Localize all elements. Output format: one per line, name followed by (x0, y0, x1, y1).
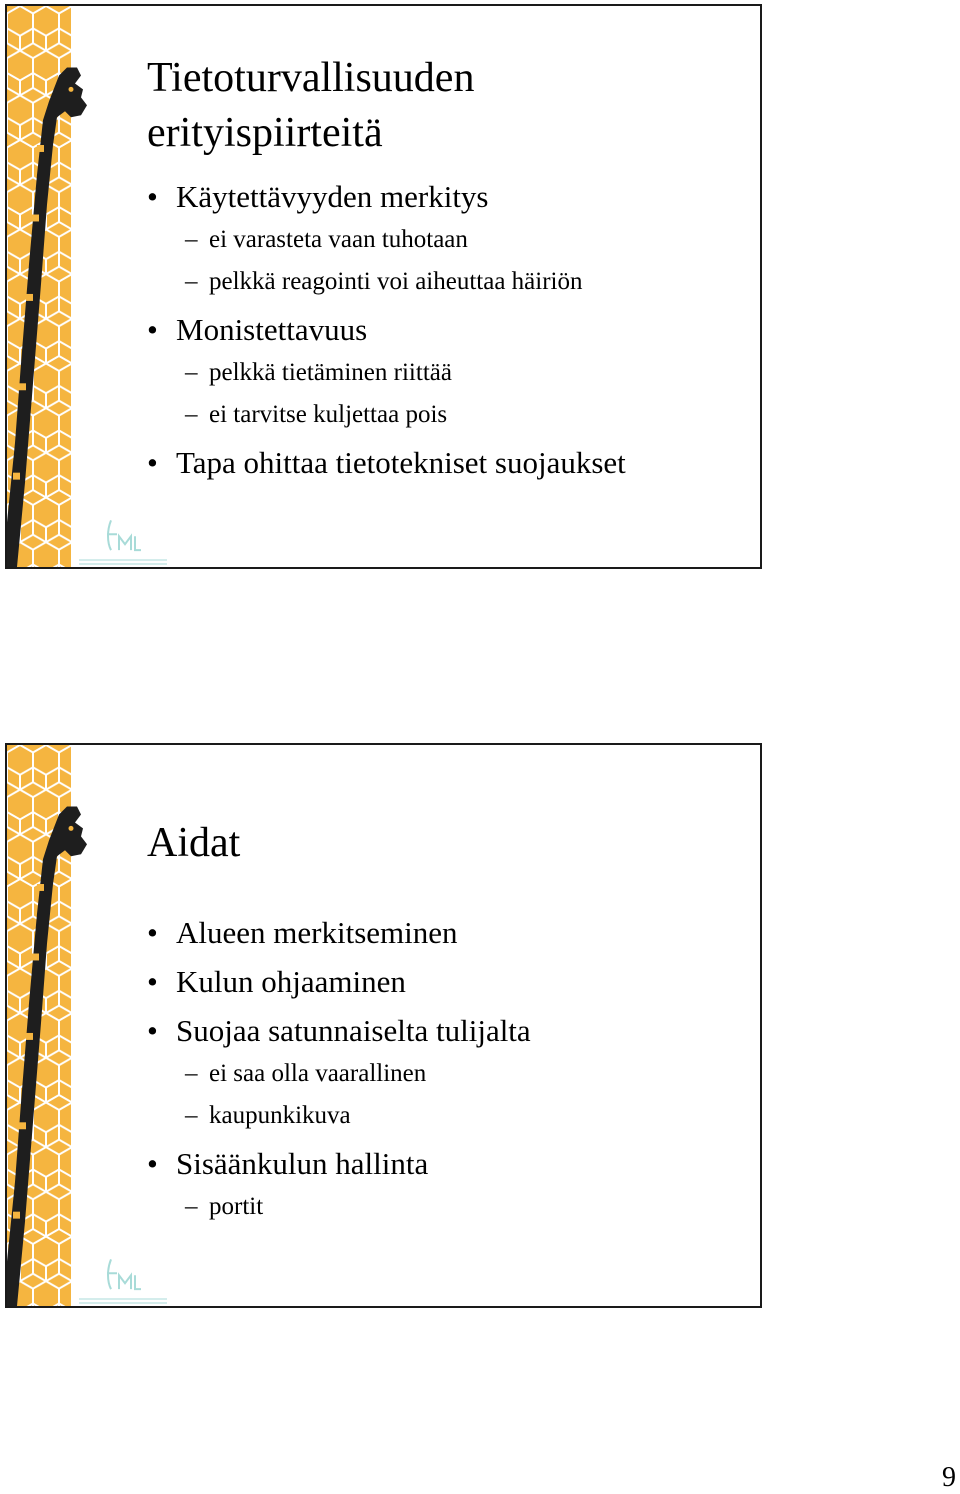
dash-marker: – (185, 1060, 198, 1087)
bullet-item: • Kulun ohjaaminen (147, 960, 531, 1004)
slide-title-line: erityispiirteitä (147, 110, 383, 156)
sub-bullet-item (147, 1053, 531, 1095)
page-number: 9 (942, 1462, 956, 1493)
sub-bullet-text: ei varasteta vaan tuhotaan (209, 226, 468, 253)
sub-bullet-text: ei tarvitse kuljettaa pois (209, 401, 448, 428)
bullet-list (147, 170, 626, 485)
dash-marker: – (185, 1102, 198, 1129)
dash-marker: – (185, 226, 198, 253)
sub-bullet-item (147, 1186, 531, 1228)
bullet-item: • Sisäänkulun hallinta (147, 1142, 531, 1186)
sub-bullet-item (147, 352, 626, 394)
slide-title: Aidat (147, 820, 241, 866)
dash-marker: – (185, 359, 198, 386)
bullet-item: • Alueen merkitseminen (147, 911, 531, 955)
bullet-item: • Suojaa satunnaiselta tulijalta (147, 1009, 531, 1053)
sub-bullet-text: pelkkä tietäminen riittää (209, 359, 452, 386)
dash-marker: – (185, 401, 198, 428)
sub-bullet-text: portit (209, 1193, 264, 1220)
bullet-item: • Tapa ohittaa tietotekniset suojaukset (147, 441, 626, 485)
sub-bullet-item (147, 261, 626, 303)
dash-marker: – (185, 268, 198, 295)
slide (5, 4, 762, 569)
bullet-item: • Käytettävyyden merkitys (147, 175, 626, 219)
bullet-list (147, 906, 531, 1228)
fml-logo (79, 1259, 167, 1303)
slide-title (147, 51, 474, 161)
bullet-item: • Monistettavuus (147, 308, 626, 352)
sub-bullet-text: ei saa olla vaarallinen (209, 1060, 427, 1087)
slide-title-line: Tietoturvallisuuden (147, 55, 475, 101)
sub-bullet-text: pelkkä reagointi voi aiheuttaa häiriön (209, 268, 583, 295)
fml-logo (79, 520, 167, 564)
sub-bullet-item (147, 1095, 531, 1137)
slide (5, 743, 762, 1308)
sub-bullet-text: kaupunkikuva (209, 1102, 351, 1129)
sub-bullet-item (147, 394, 626, 436)
sub-bullet-item (147, 219, 626, 261)
dash-marker: – (185, 1193, 198, 1220)
